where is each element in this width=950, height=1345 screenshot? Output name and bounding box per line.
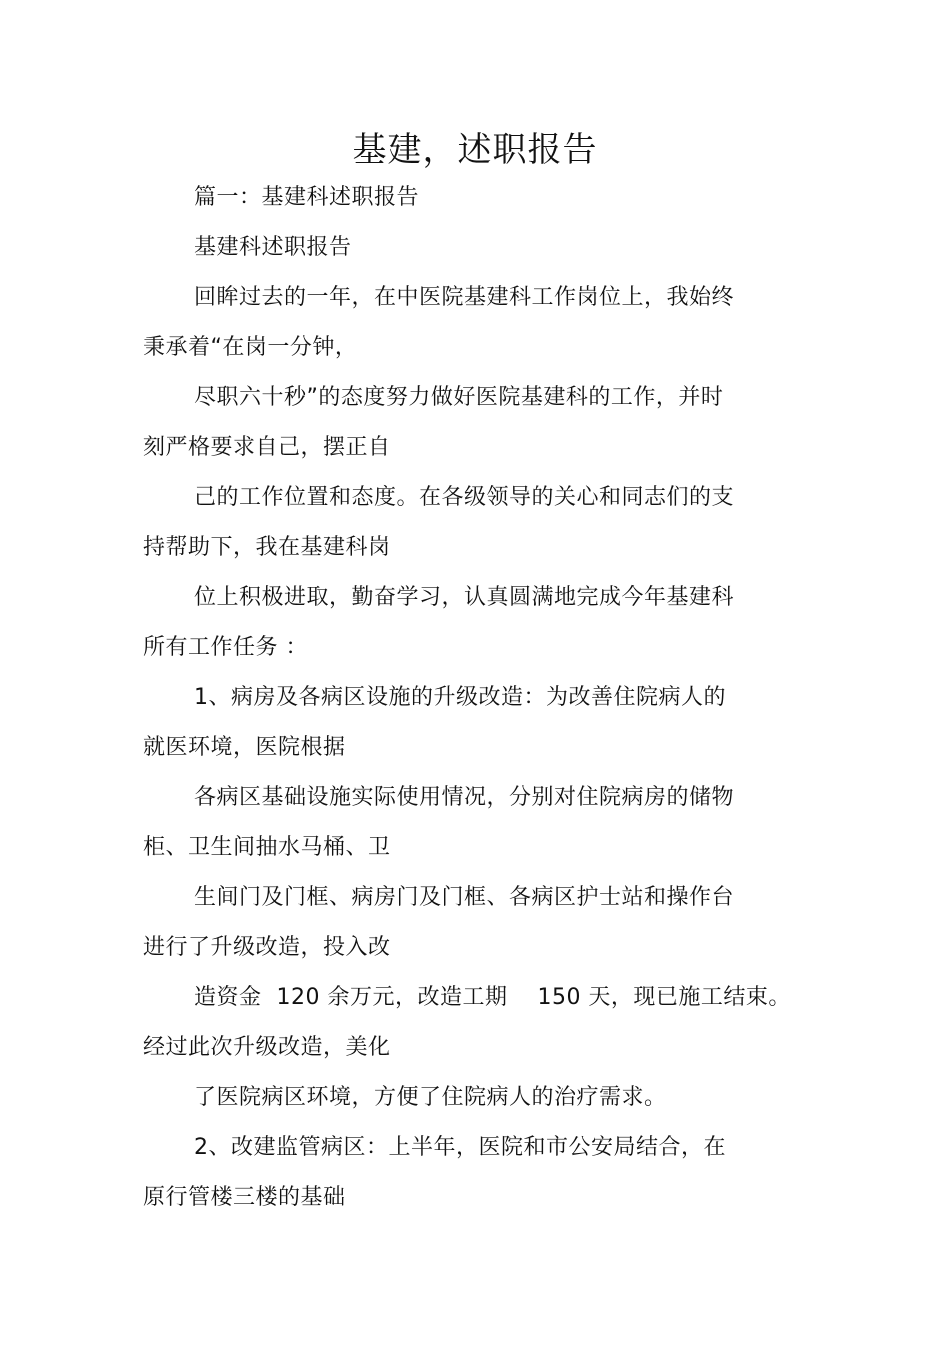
text-line: 己的工作位置和态度。在各级领导的关心和同志们的支 [194,485,735,510]
text-line: 进行了升级改造，投入改 [143,935,391,960]
text-line: 原行管楼三楼的基础 [143,1185,346,1210]
text-line: 秉承着“在岗一分钟， [143,335,358,360]
text-line: 持帮助下，我在基建科岗 [143,535,391,560]
text-line: 了医院病区环境，方便了住院病人的治疗需求。 [194,1085,667,1110]
text-line: 就医环境，医院根据 [143,735,346,760]
text-line: 造资金 120 余万元，改造工期 150 天，现已施工结束。 [194,985,791,1010]
text-line: 1、病房及各病区设施的升级改造：为改善住院病人的 [194,685,726,710]
text-line: 经过此次升级改造，美化 [143,1035,391,1060]
text-line: 所有工作任务 ： [143,635,308,660]
text-line: 2、改建监管病区：上半年，医院和市公安局结合，在 [194,1135,726,1160]
text-line: 刻严格要求自己，摆正自 [143,435,391,460]
text-line: 柜、卫生间抽水马桶、卫 [143,835,391,860]
text-line: 尽职六十秒”的态度努力做好医院基建科的工作，并时 [194,385,724,410]
text-line: 基建科述职报告 [194,235,352,260]
text-line: 各病区基础设施实际使用情况，分别对住院病房的储物 [194,785,735,810]
text-line: 位上积极进取，勤奋学习，认真圆满地完成今年基建科 [194,585,735,610]
text-line: 生间门及门框、病房门及门框、各病区护士站和操作台 [194,885,735,910]
document-title: 基建，述职报告 [352,130,598,170]
text-line: 回眸过去的一年，在中医院基建科工作岗位上，我始终 [194,285,735,310]
text-line: 篇一：基建科述职报告 [194,185,420,210]
